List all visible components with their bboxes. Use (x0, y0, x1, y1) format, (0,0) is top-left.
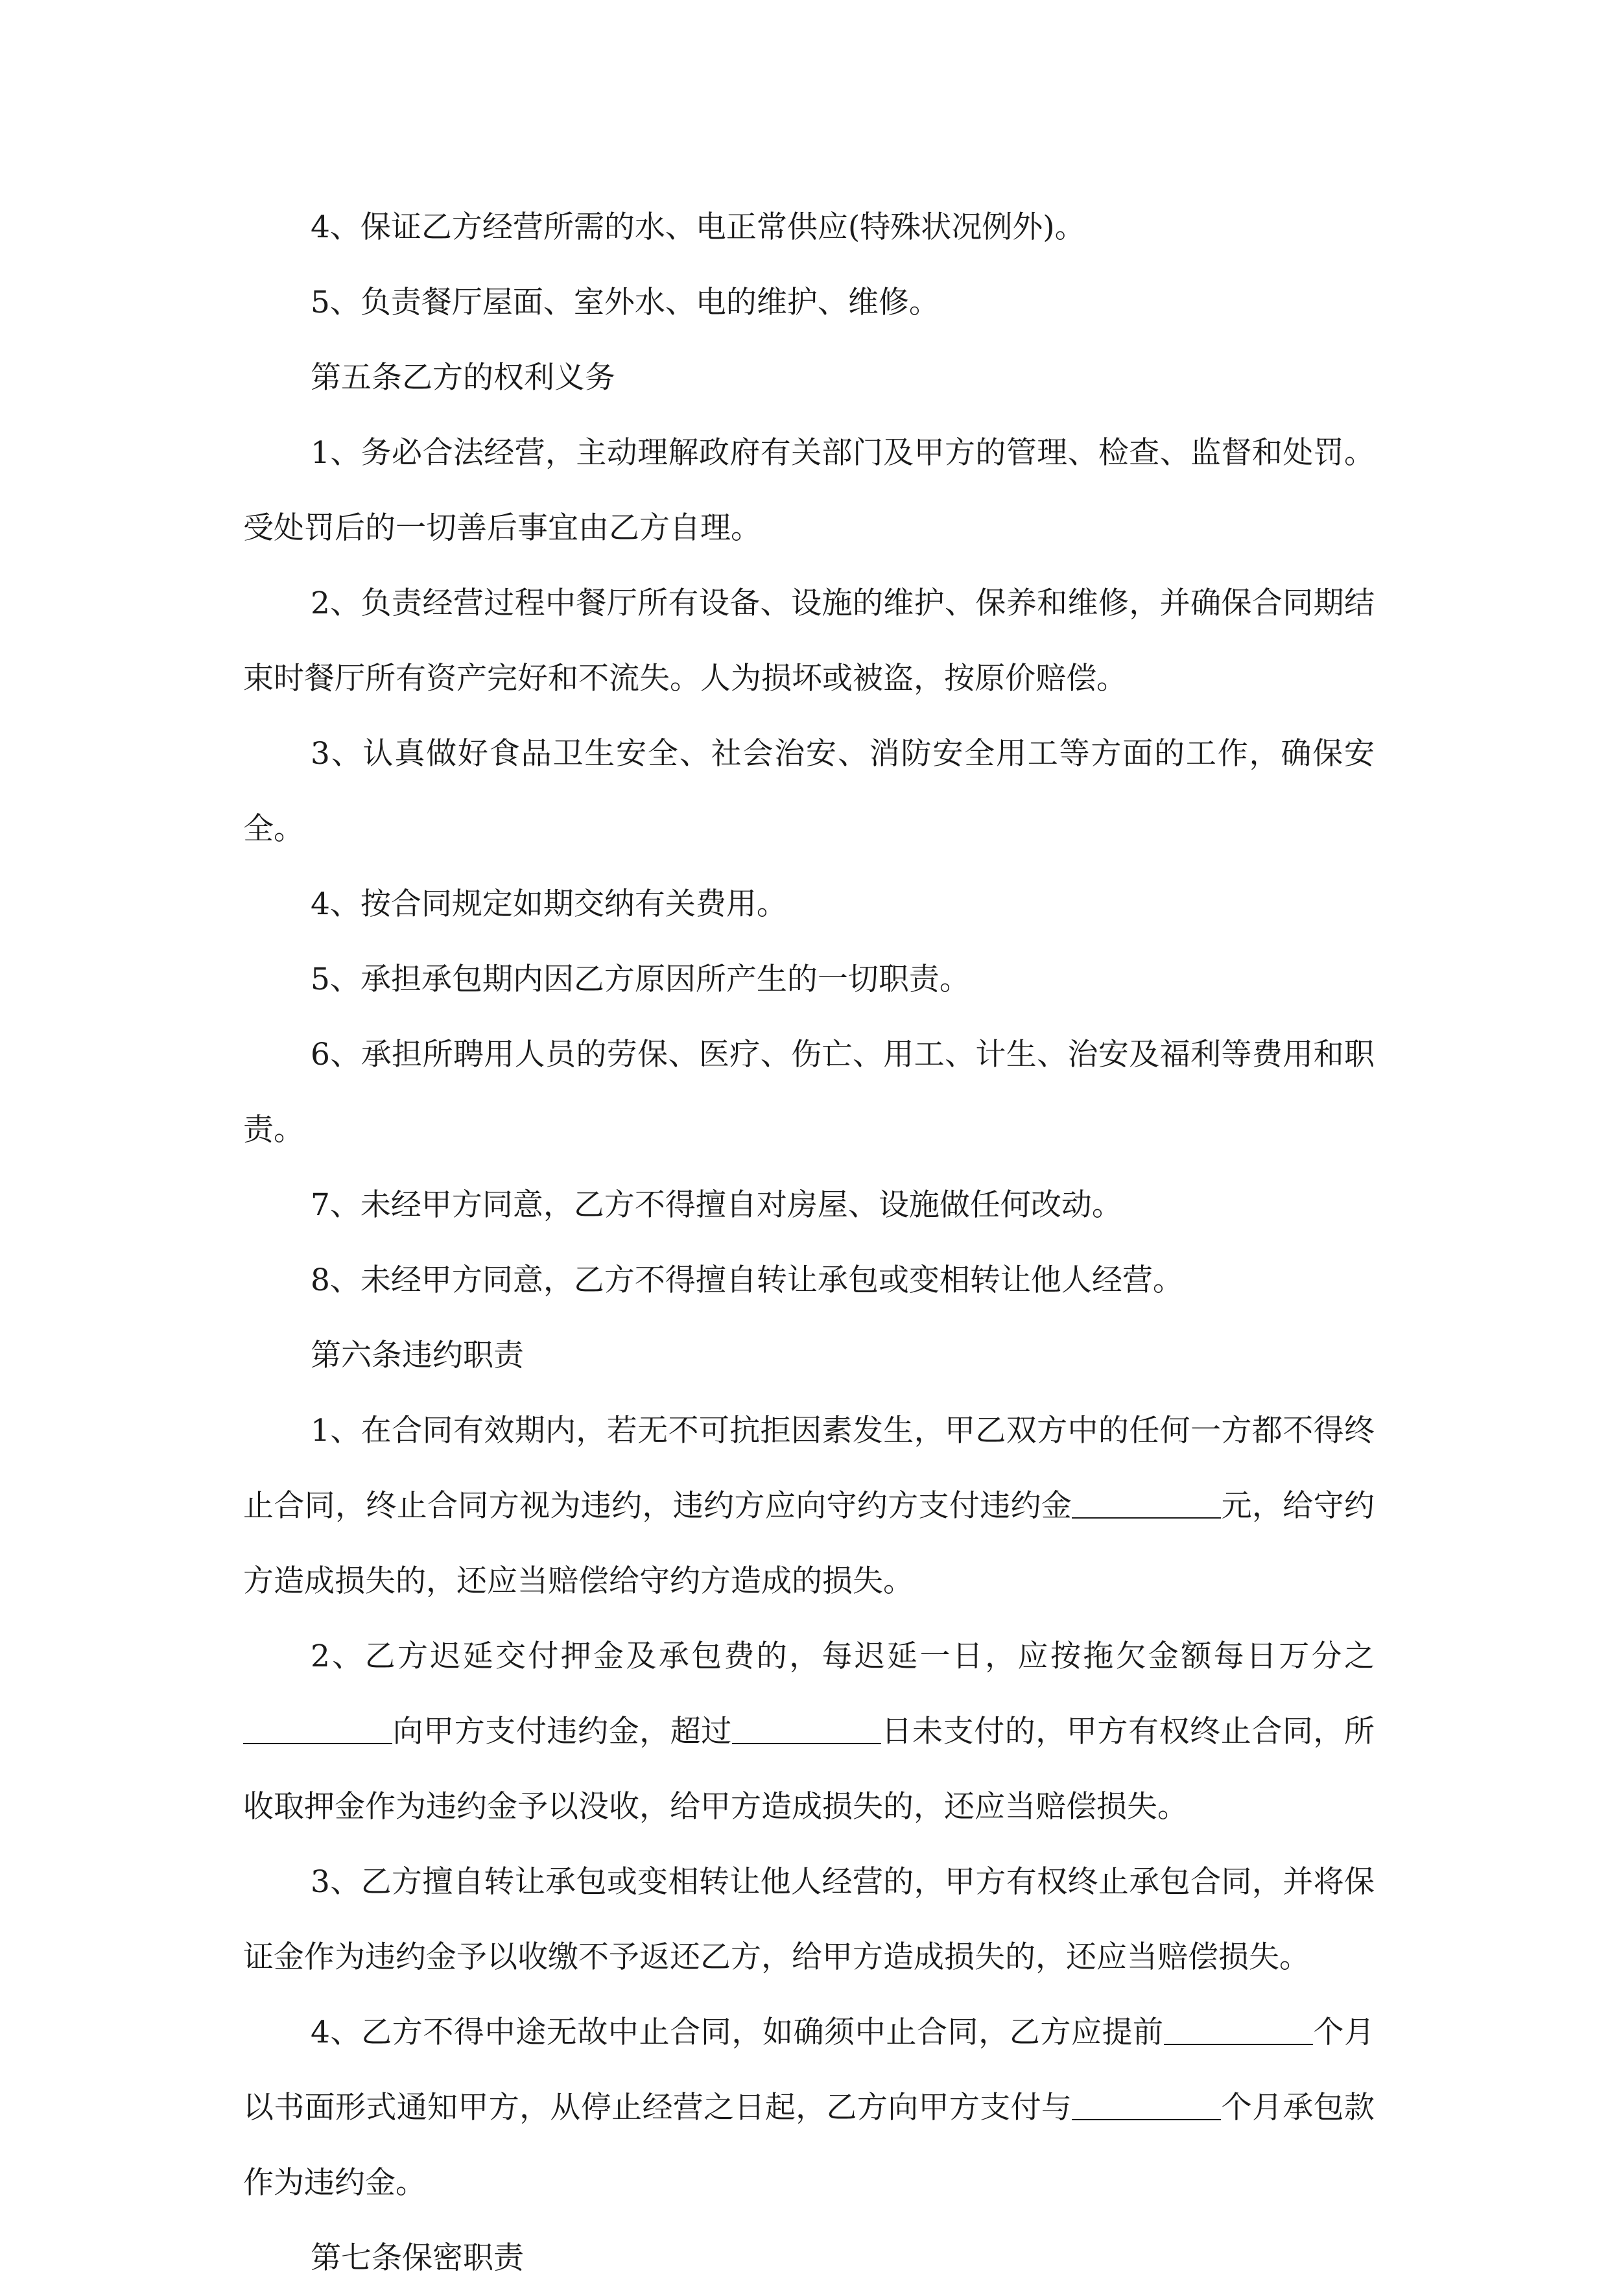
paragraph-rights-2 (243, 566, 1375, 716)
heading-text: 第五条乙方的权利义务 (311, 360, 615, 396)
paragraph-text: 5、负责餐厅屋面、室外水、电的维护、维修。 (311, 285, 940, 320)
paragraph-text: 3、认真做好食品卫生安全、社会治安、消防安全用工等方面的工作，确保安全。 (243, 736, 1375, 847)
fill-in-blank (243, 1712, 392, 1744)
paragraph-text: 3、乙方擅自转让承包或变相转让他人经营的，甲方有权终止承包合同，并将保证金作为违约金予以收缴不予返还乙方，给甲方造成损失的，还应当赔偿损失。 (243, 1864, 1375, 1975)
paragraph-text: 1、在合同有效期内，若无不可抗拒因素发生，甲乙双方中的任何一方都不得终止合同，终止合同方视为违约，违约方应向守约方支付违约金 (243, 1413, 1375, 1524)
paragraph-rights-8 (243, 1243, 1375, 1318)
document-body (243, 190, 1375, 2296)
paragraph-rights-4 (243, 867, 1375, 942)
fill-in-blank (732, 1712, 881, 1744)
paragraph-text: 元，给守约方造成损失的，还应当赔偿给守约方造成的损失。 (243, 1488, 1375, 1599)
paragraph-text: 2、负责经营过程中餐厅所有设备、设施的维护、保养和维修，并确保合同期结束时餐厅所有资产完好和不流失。人为损坏或被盗，按原价赔偿。 (243, 586, 1375, 696)
paragraph-text: 4、保证乙方经营所需的水、电正常供应(特殊状况例外)。 (311, 209, 1085, 245)
paragraph-breach-4 (243, 1995, 1375, 2221)
paragraph-text: 4、乙方不得中途无故中止合同，如确须中止合同，乙方应提前 (311, 2015, 1164, 2050)
paragraph-text: 向甲方支付违约金，超过 (392, 1714, 732, 1749)
paragraph-breach-3 (243, 1845, 1375, 1995)
paragraph-text: 个月承包款作为违约金。 (243, 2090, 1375, 2201)
paragraph-text: 6、承担所聘用人员的劳保、医疗、伤亡、用工、计生、治安及福利等费用和职责。 (243, 1037, 1375, 1148)
paragraph-breach-2 (243, 1619, 1375, 1845)
paragraph-text: 日未支付的，甲方有权终止合同，所收取押金作为违约金予以没收，给甲方造成损失的，还应当赔偿损失。 (243, 1714, 1375, 1825)
fill-in-blank (1072, 1487, 1221, 1519)
paragraph-rights-6 (243, 1017, 1375, 1168)
paragraph-rights-3 (243, 716, 1375, 867)
heading-text: 第六条违约职责 (311, 1338, 524, 1373)
fill-in-blank (1164, 2013, 1313, 2045)
paragraph-obligation-5 (243, 265, 1375, 340)
paragraph-text: 4、按合同规定如期交纳有关费用。 (311, 886, 787, 922)
paragraph-text: 5、承担承包期内因乙方原因所产生的一切职责。 (311, 962, 970, 997)
paragraph-obligation-4 (243, 190, 1375, 265)
heading-text: 第七条保密职责 (311, 2240, 524, 2276)
paragraph-text: 个月以书面形式通知甲方，从停止经营之日起，乙方向甲方支付与 (243, 2015, 1375, 2125)
paragraph-text: 8、未经甲方同意，乙方不得擅自转让承包或变相转让他人经营。 (311, 1262, 1183, 1298)
paragraph-breach-1 (243, 1393, 1375, 1619)
paragraph-text: 7、未经甲方同意，乙方不得擅自对房屋、设施做任何改动。 (311, 1187, 1122, 1223)
paragraph-rights-1 (243, 416, 1375, 566)
paragraph-rights-5 (243, 942, 1375, 1017)
fill-in-blank (1072, 2089, 1221, 2120)
section-heading-article-5 (243, 340, 1375, 416)
section-heading-article-6 (243, 1318, 1375, 1393)
paragraph-rights-7 (243, 1168, 1375, 1243)
paragraph-text: 2、乙方迟延交付押金及承包费的，每迟延一日，应按拖欠金额每日万分之 (311, 1639, 1375, 1674)
paragraph-text: 1、务必合法经营，主动理解政府有关部门及甲方的管理、检查、监督和处罚。受处罚后的一切善后事宜由乙方自理。 (243, 435, 1375, 546)
section-heading-article-7 (243, 2221, 1375, 2296)
